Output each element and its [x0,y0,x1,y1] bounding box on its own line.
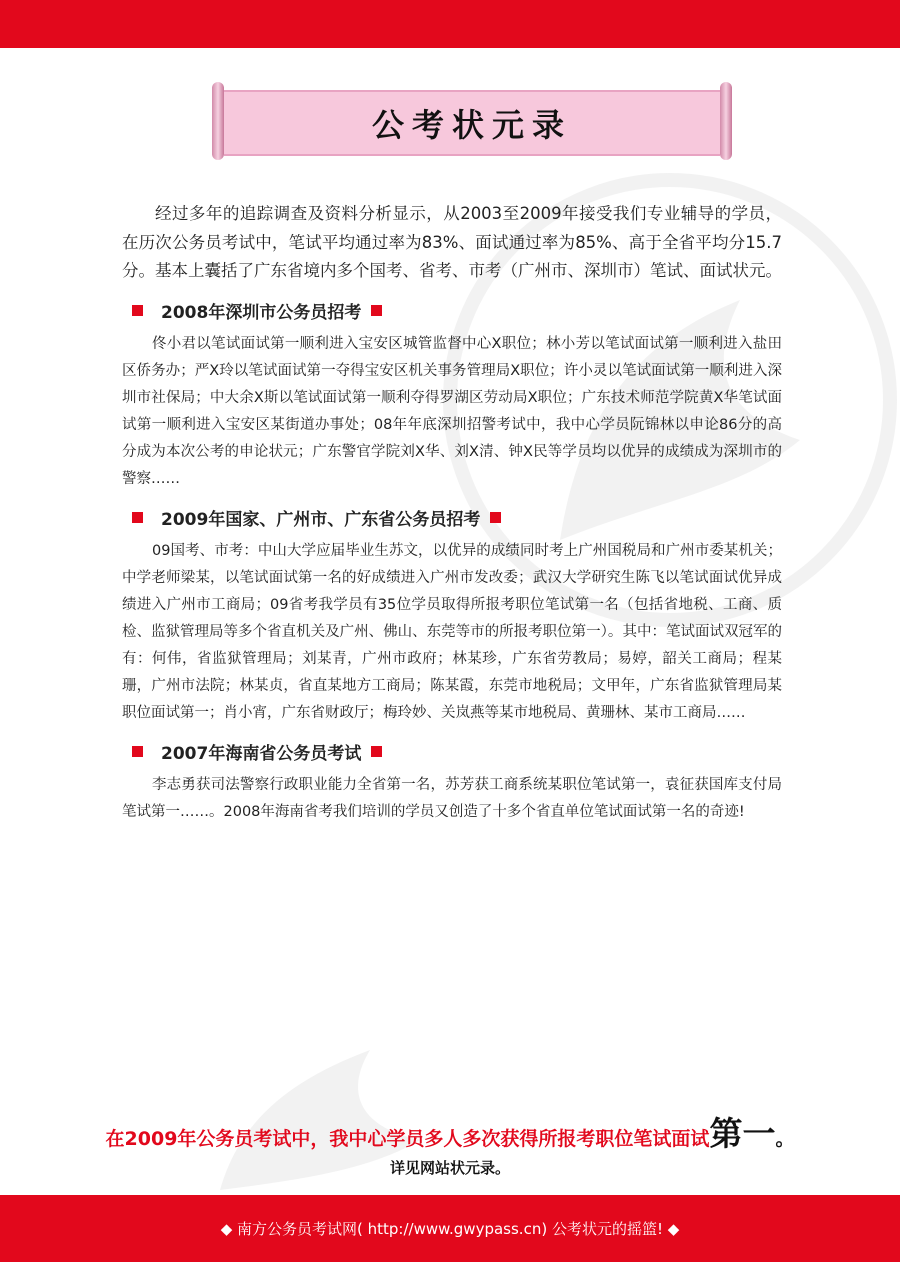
section-heading: 2007年海南省公务员考试 [132,739,782,764]
section-shenzhen-2008 [122,298,782,493]
section-guangdong-2009 [122,505,782,727]
highlight-suffix: 。 [775,1128,795,1150]
footer-bar [0,1195,900,1262]
red-square-icon [371,305,382,316]
footer-text: ◆ 南方公务员考试网( http://www.gwypass.cn) 公考状元的摇篮! ◆ [220,1220,680,1238]
red-square-icon [132,305,143,316]
top-red-bar [0,0,900,48]
intro-paragraph: 经过多年的追踪调查及资料分析显示，从2003至2009年接受我们专业辅导的学员，在历次公务员考试中，笔试平均通过率为83%、面试通过率为85%、高于全省平均分15.7分。基本上囊括了广东省境内多个国考、省考、市考（广州市、深圳市）笔试、面试状元。 [122,204,782,280]
banner-body [224,90,720,156]
section-heading: 2009年国家、广州市、广东省公务员招考 [132,505,782,530]
section-heading: 2008年深圳市公务员招考 [132,298,782,323]
red-square-icon [490,512,501,523]
section-body: 09国考、市考：中山大学应届毕业生苏文，以优异的成绩同时考上广州国税局和广州市委某机关；中学老师梁某，以笔试面试第一名的好成绩进入广州市发改委；武汉大学研究生陈飞以笔试面试优异成绩进入广州市工商局；09省考我学员有35位学员取得所报考职位笔试第一名（包括省地税、工商、质检、监狱管理局等多个省直机关及广州、佛山、东莞等市的所报考职位第一）。其中：笔试面试双冠军的有：何伟，省监狱管理局；刘某青，广州市政府；林某珍，广东省劳教局；易婷，韶关工商局；程某珊，广州市法院；林某贞，省直某地方工商局；陈某霞，东莞市地税局；文甲年，广东省监狱管理局某职位面试第一；肖小宵，广东省财政厅；梅玲妙、关岚燕等某市地税局、黄珊林、某市工商局…… [122,542,782,721]
title-scroll-banner [212,82,732,160]
section-hainan-2007 [122,739,782,826]
highlight-first: 第一 [709,1114,776,1153]
see-website-note: 详见网站状元录。 [389,1159,510,1177]
highlight-statement [0,1108,900,1178]
scroll-roll-right [720,82,732,160]
scroll-roll-left [212,82,224,160]
main-content [122,200,782,826]
red-square-icon [132,746,143,757]
section-body: 佟小君以笔试面试第一顺利进入宝安区城管监督中心X职位；林小芳以笔试面试第一顺利进入盐田区侨务办；严X玲以笔试面试第一夺得宝安区机关事务管理局X职位；许小灵以笔试面试第一顺利进入深圳市社保局；中大余X斯以笔试面试第一顺利夺得罗湖区劳动局X职位；广东技术师范学院黄X华笔试面试第一顺利进入宝安区某街道办事处；08年年底深圳招警考试中，我中心学员阮锦林以申论86分的高分成为本次公考的申论状元；广东警官学院刘X华、刘X清、钟X民等学员均以优异的成绩成为深圳市的警察…… [122,335,782,487]
red-square-icon [132,512,143,523]
section-body: 李志勇获司法警察行政职业能力全省第一名，苏芳获工商系统某职位笔试第一，袁征获国库支付局笔试第一……。2008年海南省考我们培训的学员又创造了十多个省直单位笔试面试第一名的奇迹! [122,776,782,820]
highlight-line: 在2009年公务员考试中，我中心学员多人多次获得所报考职位笔试面试 [105,1128,710,1150]
red-square-icon [371,746,382,757]
page-title: 公考状元录 [371,106,572,144]
